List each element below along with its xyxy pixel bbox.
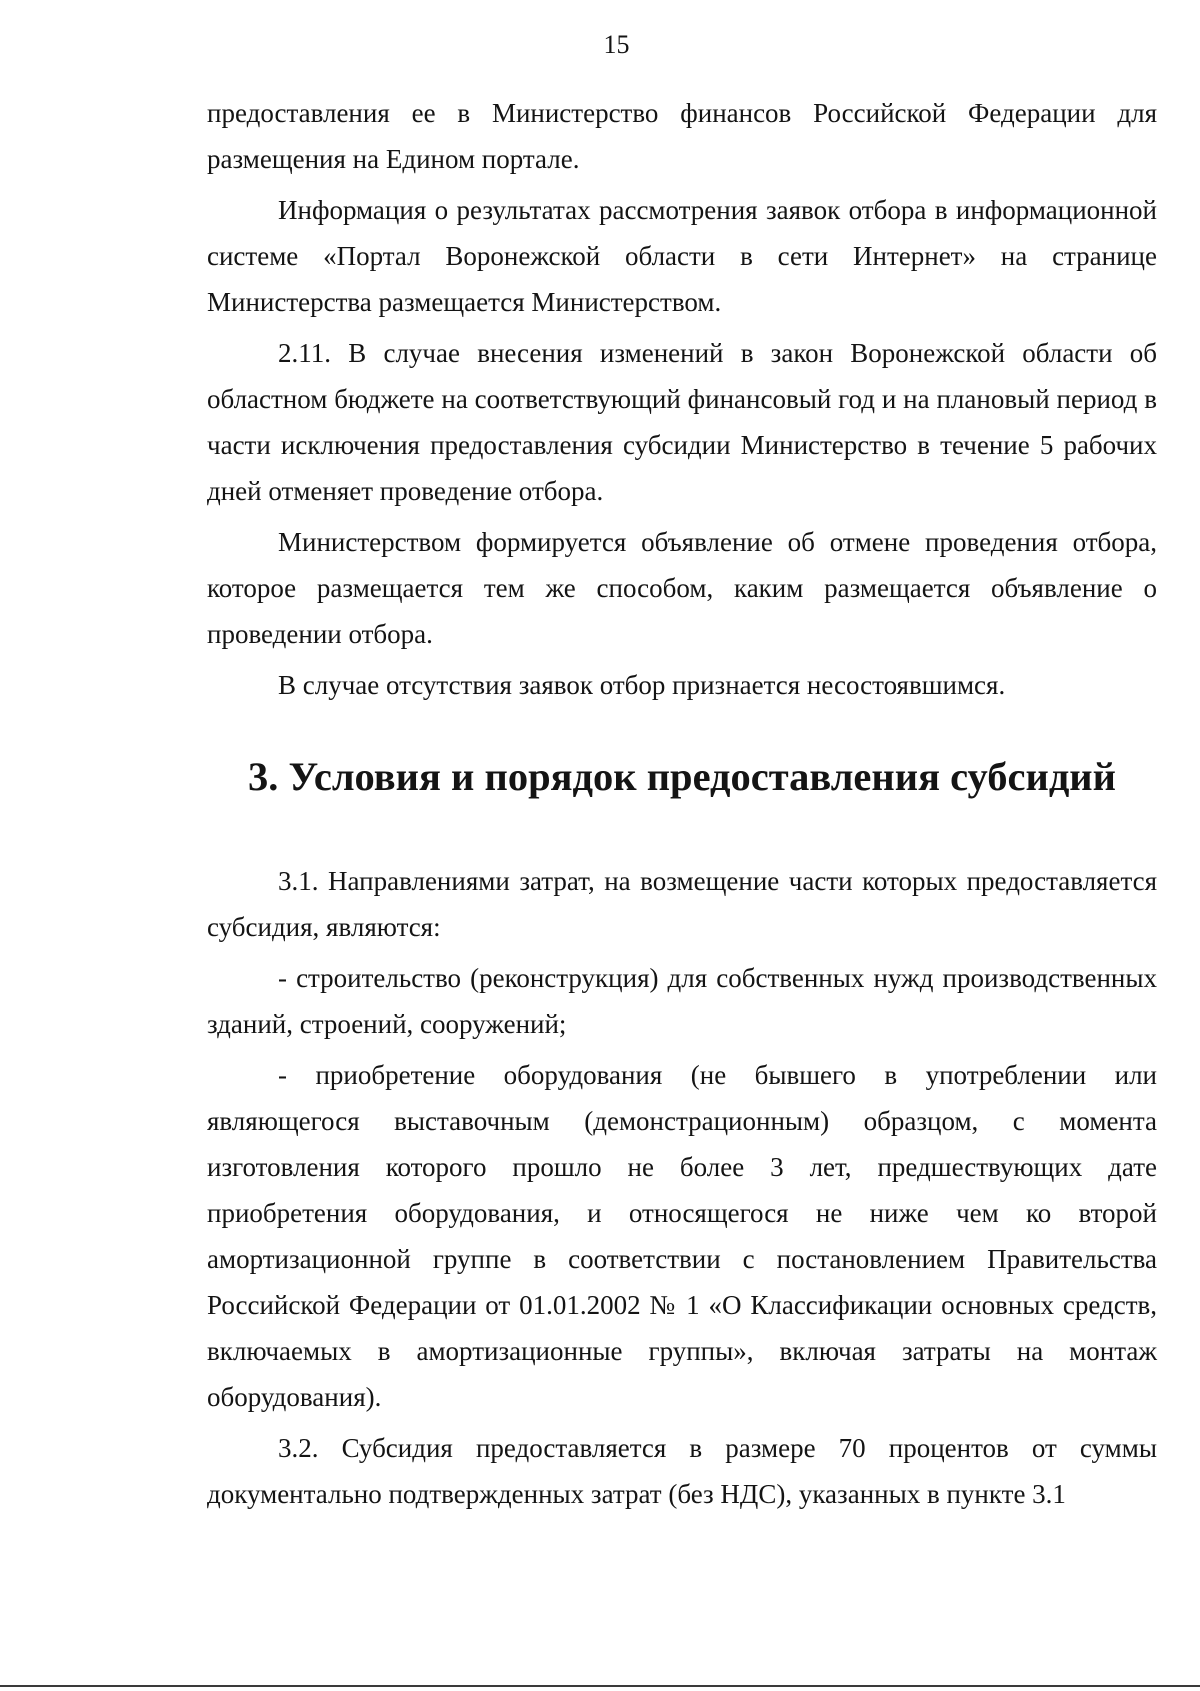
paragraph-cancellation-notice: Министерством формируется объявление об отмене проведения отбора, которое размещается тем же способом, каким размещается объявление о проведении отбора.: [207, 527, 1157, 649]
paragraph-portal-submission: предоставления ее в Министерство финансов Российской Федерации для размещения на Едином портале.: [207, 98, 1157, 174]
paragraph-3-2: 3.2. Субсидия предоставляется в размере 70 процентов от суммы документально подтвержденных затрат (без НДС), указанных в пункте 3.1: [207, 1433, 1157, 1509]
paragraph-no-applications: В случае отсутствия заявок отбор признается несостоявшимся.: [278, 670, 1006, 700]
list-item-construction: - строительство (реконструкция) для собственных нужд производственных зданий, строений, сооружений;: [207, 963, 1157, 1039]
document-body: [207, 90, 1157, 1522]
bottom-scan-line: [0, 1685, 1200, 1687]
paragraph-results-info: Информация о результатах рассмотрения заявок отбора в информационной системе «Портал Воронежской области в сети Интернет» на странице Министерства размещается Министерством.: [207, 195, 1157, 317]
paragraph-3-1: 3.1. Направлениями затрат, на возмещение части которых предоставляется субсидия, являются:: [207, 866, 1157, 942]
section-3-heading: 3. Условия и порядок предоставления субсидий: [248, 754, 1116, 799]
page-number: 15: [603, 30, 630, 59]
list-item-equipment: - приобретение оборудования (не бывшего в употреблении или являющегося выставочным (демонстрационным) образцом, с момента изготовления которого прошло не более 3 лет, предшествующих дате приобретения оборудования, и относящегося не ниже чем ко второй амортизационной группе в соответствии с постановлением Правительства Российской Федерации от 01.01.2002 № 1 «О Классификации основных средств, включаемых в амортизационные группы», включая затраты на монтаж оборудования).: [207, 1060, 1157, 1412]
paragraph-2-11: 2.11. В случае внесения изменений в закон Воронежской области об областном бюджете на соответствующий финансовый год и на плановый период в части исключения предоставления субсидии Министерство в течение 5 рабочих дней отменяет проведение отбора.: [207, 338, 1157, 506]
